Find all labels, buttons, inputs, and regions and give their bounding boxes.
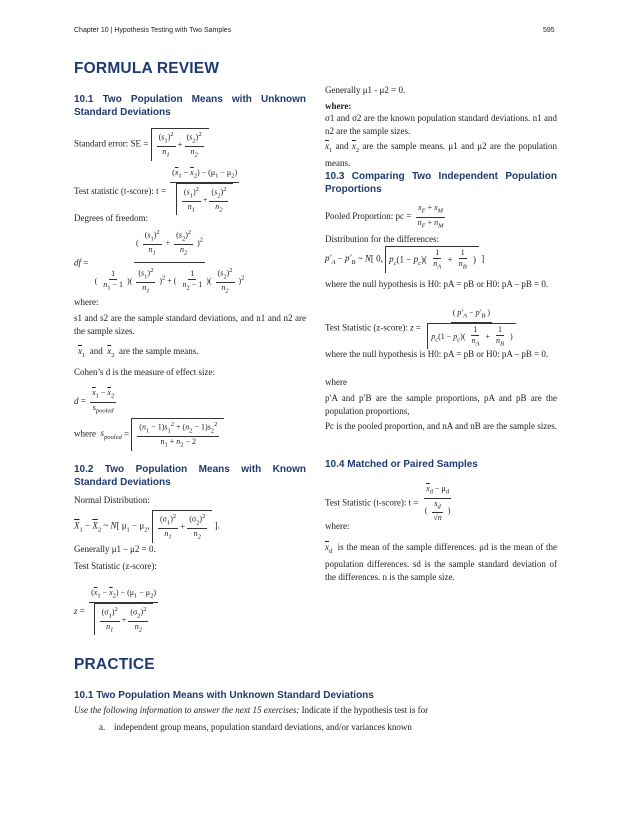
where-label-proportions: where [325,377,347,387]
generally-mu-diff-right: Generally μ1 - μ2 = 0. [325,85,406,95]
xbar-line: $\overline{x}_1$ and $\overline{x}_2$ are the sample means. [78,346,199,359]
normal-distribution-label: Normal Distribution: [74,495,150,505]
dof-label: Degrees of freedom: [74,213,148,223]
pooled-proportion-label: Pooled Proportion: pc = [325,211,412,222]
section-10-3-heading: 10.3 Comparing Two Independent Population Proportions [325,171,557,195]
pooled-description: Pc is the pooled proportion, and nA and nB are the sample sizes. [325,421,557,431]
z-score-proportion-formula: Test Statistic (z-score): z = ( $p'_A - p'_B$ ) $p_c(1 - p_c)$( $\frac{1}{n_A}$ + $\frac{1}{n_B}$ ) [325,308,520,349]
where-word: where [74,428,96,439]
paired-t-label: Test Statistic (t-score): t = [325,497,419,508]
dof-formula: df = ( $\frac{(s_1)^2}{n_1}$ + $\frac{(s_2)^2}{n_2}$ )$^2$ ( $\frac{1}{n_1 - 1}$ )( $\frac{(s_1)^2}{n_1}$ )$^2$ + ( $\frac{1}{n_2 - 1}$ )( $\frac{(s_2)^2}{n_2}$ )$^2$ [74,229,245,295]
section-10-1-heading: 10.1 Two Population Means with Unknown Standard Deviations [74,94,306,118]
xbar-right-line [325,126,557,139]
t-score-formula: Test statistic (t-score): t = $(\overline{x}_1 - \overline{x}_2) - (\mu_1 - \mu_2)$ $\frac{(s_1)^2}{n_1}$ + $\frac{(s_2)^2}{n_2}$ [74,168,238,214]
paired-description: $\overline{x}_d$ is the mean of the sample differences. μd is the mean of the population differences. sd is the sample standard deviation of the differences. n is the sample size. [325,542,558,582]
practice-section-heading: 10.1 Two Population Means with Unknown Standard Deviations [74,690,374,701]
distribution-differences-label: Distribution for the differences: [325,234,440,244]
t-score-label: Test statistic (t-score): t = [74,185,166,196]
item-a-text: independent group means, population standard deviations, and/or variances known [114,722,412,732]
page-number: 595 [543,27,555,34]
formula-review-title: FORMULA REVIEW [74,60,220,77]
section-10-2-heading: 10.2 Two Population Means with Known Standard Deviations [74,464,306,488]
xbar-description: are the sample means. [119,346,199,356]
paired-t-formula: Test Statistic (t-score): t = $\overline{x}_d - \mu_d$ ( $\frac{s_d}{√n}$ ) [325,484,451,523]
z-score-label-left: Test Statistic (z-score): [74,561,157,571]
where-label-1: where: [74,297,99,307]
instruction-italic: Use the following information to answer the next 15 exercises: [74,705,300,715]
standard-error-label: Standard error: SE = [74,138,149,149]
z-score-formula-left: z = $(\overline{x}_1 - \overline{x}_2) - (\mu_1 - \mu_2)$ $\frac{(\sigma_1)^2}{n_1}$ + $\frac{(\sigma_2)^2}{n_2}$ [74,588,157,634]
generally-mu-diff-left: Generally μ1 – μ2 = 0. [74,544,156,554]
xbar-right-tail: are the sample means. μ1 and μ2 are the population means. [325,141,558,168]
where-label-paired: where: [325,521,350,531]
proportions-description: p′A and p′B are the sample proportions, pA and pB are the population proportions, [325,393,557,416]
practice-instruction [74,704,574,717]
cohens-d-description: Cohen’s d is the measure of effect size: [74,367,216,377]
distribution-differences-formula: $p'_A - p'_B$ ~ N[ 0, $p_c(1 - p_c)$( $\frac{1}{n_A}$ + $\frac{1}{n_B}$ ) ] [325,248,485,271]
standard-error-formula: Standard error: SE = $\frac{(s_1)^2}{n_1}$ + $\frac{(s_2)^2}{n_2}$ [74,128,209,161]
xbar-right-and: and [335,141,349,151]
means-description: $\overline{x}_1$ and $\overline{x}_2$ are the sample means. μ1 and μ2 are the population means. [325,141,558,168]
where-label-right: where: [325,101,352,111]
z-score-proportion-label: Test Statistic (z-score): [325,322,408,333]
pooled-proportion-formula: Pooled Proportion: pc = $\frac{x_F + x_M}{n_F + n_M}$ [325,203,444,230]
normal-distribution-formula: $\overline{X}_1 - \overline{X}_2$ ~ N[ $\mu_1 - \mu_2$, $\frac{(\sigma_1)^2}{n_1}$ + $\frac{(\sigma_2)^2}{n_2}$ ]. [74,510,220,543]
s-description: s1 and s2 are the sample standard deviations, and n1 and n2 are the sample sizes. [74,313,306,336]
instruction-rest: Indicate if the hypothesis test is for [299,705,429,715]
sigma-description: σ1 and σ2 are the known population standard deviations. n1 and n2 are the sample sizes. [325,113,557,136]
and-word: and [89,346,103,356]
null-hypothesis-1: where the null hypothesis is H0: pA = pB or H0: pA – pB = 0. [325,279,549,289]
cohens-d-formula: d = $\frac{\overline{x}_1 - \overline{x}_2}{s_{pooled}}$ [74,388,115,415]
running-header: Chapter 10 | Hypothesis Testing with Two Samples [74,27,232,34]
null-hypothesis-2: where the null hypothesis is H0: pA = pB or H0: pA – pB = 0. [325,349,549,359]
section-10-4-heading: 10.4 Matched or Paired Samples [325,459,478,470]
pooled-sd-formula: where $s_{pooled}$ = $\frac{(n_1 - 1)s_1^2 + (n_2 - 1)s_2^2}{n_1 + n_2 - 2}$ [74,418,224,451]
item-a-marker: a. [99,722,106,732]
paired-description-text: is the mean of the sample differences. μd is the mean of the population differences. sd is the sample standard deviation of the differences. n is the sample size. [325,542,558,582]
practice-title: PRACTICE [74,656,155,673]
